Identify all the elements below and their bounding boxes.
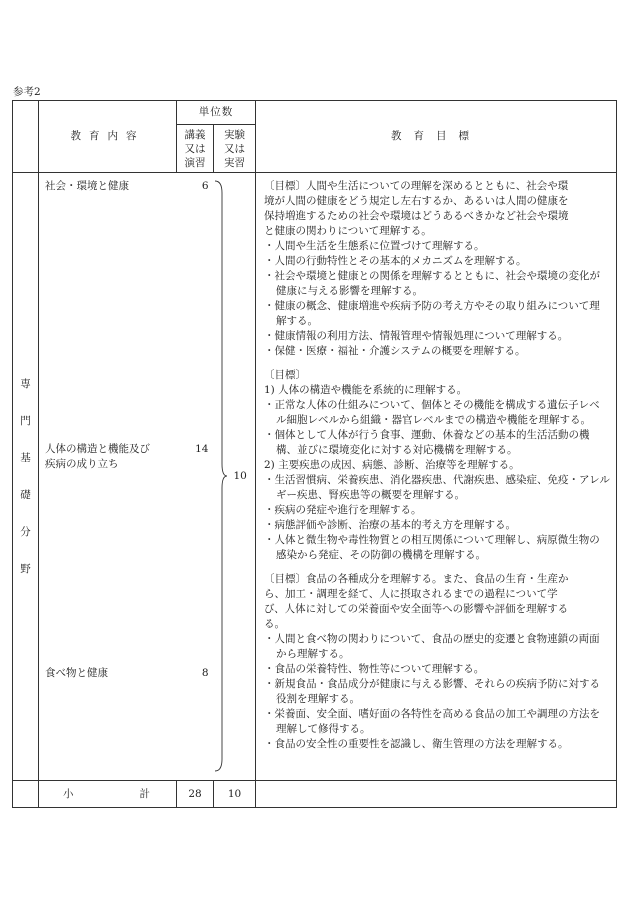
- header-lecture-line: 演習: [184, 156, 206, 169]
- subtotal-goal-blank: [256, 781, 617, 808]
- goal-intro-line: 〔目標〕食品の各種成分を理解する。また、食品の生育・生産か: [264, 573, 569, 585]
- header-content: 教育内容: [39, 101, 177, 173]
- subtotal-blank: [13, 781, 39, 808]
- goal-heading: 〔目標〕: [264, 369, 306, 381]
- header-blank: [13, 101, 39, 173]
- subtotal-lecture: 28: [177, 781, 214, 808]
- content-item: 社会・環境と健康: [45, 180, 129, 192]
- header-lecture: [177, 125, 214, 173]
- goal-item: ・食品の安全性の重要性を認識し、衛生管理の方法を理解する。: [264, 738, 569, 750]
- goal-item: ・人間と食べ物の関わりについて、食品の歴史的変遷と食物連鎖の両面から理解する。: [264, 633, 600, 660]
- goal-block-society: [264, 179, 610, 359]
- goal-item: ・正常な人体の仕組みについて、個体とその機能を構成する遺伝子レベル細胞レベルから組織・器官レベルまでの構造や機能を理解する。: [264, 399, 600, 426]
- goal-item: ・個体として人体が行う食事、運動、休養などの基本的生活活動の機構、並びに環境変化に対する対応機構を理解する。: [264, 429, 590, 456]
- goal-item: ・栄養面、安全面、嗜好面の各特性を高める食品の加工や調理の方法を理解して修得する。: [264, 708, 600, 735]
- lecture-units: 14: [195, 443, 209, 455]
- goal-item: ・人間の行動特性とその基本的メカニズムを理解する。: [264, 255, 527, 267]
- subtotal-practice: 10: [214, 781, 256, 808]
- goal-item: ・新規食品・食品成分が健康に与える影響、それらの疾病予防に対する役割を理解する。: [264, 678, 600, 705]
- goal-subheading: 2) 主要疾患の成因、病態、診断、治療等を理解する。: [264, 459, 520, 471]
- goal-intro-line: 保持増進するための社会や環境はどうあるべきかなど社会や環境: [264, 210, 569, 222]
- header-lecture-line: 又は: [184, 142, 206, 155]
- header-practice: [214, 125, 256, 173]
- lecture-column: [177, 173, 214, 781]
- header-practice-line: 実習: [224, 156, 245, 169]
- goal-item: ・健康の概念、健康増進や疾病予防の考え方やその取り組みについて理解する。: [264, 300, 600, 327]
- goal-intro-line: 〔目標〕人間や生活についての理解を深めるとともに、社会や環: [264, 180, 569, 192]
- goal-item: ・生活習慣病、栄養疾患、消化器疾患、代謝疾患、感染症、免疫・アレルギー疾患、腎疾患等の概要を理解する。: [264, 474, 610, 501]
- practice-column: [214, 173, 256, 781]
- content-item-line: 人体の構造と機能及び: [45, 443, 150, 455]
- field-char: 基: [20, 451, 31, 464]
- subtotal-label-b: 計: [139, 787, 152, 800]
- goal-intro-line: ら、加工・調理を経て、人に摂取されるまでの過程について学: [264, 588, 558, 600]
- header-practice-line: 又は: [224, 142, 245, 155]
- goal-intro-line: と健康の関わりについて理解する。: [264, 225, 432, 237]
- lecture-units: 8: [201, 667, 209, 679]
- header-goal: 教育目標: [256, 101, 617, 173]
- goal-item: ・社会や環境と健康との関係を理解するとともに、社会や環境の変化が健康に与える影響を理解する。: [264, 270, 600, 297]
- goal-block-body: [264, 368, 610, 563]
- content-column: [39, 173, 177, 781]
- header-practice-line: 実験: [224, 128, 245, 141]
- goal-block-food: [264, 572, 610, 752]
- content-item: [45, 442, 150, 472]
- reference-label: 参考2: [13, 86, 41, 98]
- goal-item: ・病態評価や診断、治療の基本的考え方を理解する。: [264, 519, 516, 531]
- practice-units: 10: [233, 470, 247, 482]
- goal-column: [256, 173, 617, 781]
- header-lecture-line: 講義: [184, 128, 206, 141]
- goal-item: ・健康情報の利用方法、情報管理や情報処理について理解する。: [264, 330, 569, 342]
- goal-intro-line: る。: [264, 618, 285, 630]
- content-item: 食べ物と健康: [45, 667, 108, 679]
- subtotal-label: [39, 781, 177, 808]
- goal-item: ・食品の栄養特性、物性等について理解する。: [264, 663, 485, 675]
- goal-item: ・人体と微生物や毒性物質との相互関係について理解し、病原微生物の感染から発症、その防御の機構を理解する。: [264, 534, 600, 561]
- field-char: 分: [20, 525, 31, 538]
- field-char: 門: [20, 414, 31, 427]
- goal-intro-line: 境が人間の健康をどう規定し左右するか、あるいは人間の健康を: [264, 195, 569, 207]
- field-char: 専: [20, 377, 31, 390]
- goal-item: ・疾病の発症や進行を理解する。: [264, 504, 422, 516]
- field-char: 野: [20, 562, 31, 575]
- header-units: 単位数: [177, 101, 256, 125]
- goal-intro-line: び、人体に対しての栄養面や安全面等への影響や評価を理解する: [264, 603, 569, 615]
- goal-item: ・人間や生活を生態系に位置づけて理解する。: [264, 240, 485, 252]
- field-char: 礎: [20, 488, 31, 501]
- goal-subheading: 1) 人体の構造や機能を系統的に理解する。: [264, 384, 468, 396]
- subtotal-label-a: 小: [63, 787, 76, 800]
- brace-icon: [214, 179, 228, 779]
- lecture-units: 6: [201, 180, 209, 192]
- curriculum-table: [12, 100, 617, 808]
- goal-item: ・保健・医療・福祉・介護システムの概要を理解する。: [264, 345, 526, 357]
- content-item-line: 疾病の成り立ち: [45, 458, 119, 470]
- field-label: [13, 173, 39, 781]
